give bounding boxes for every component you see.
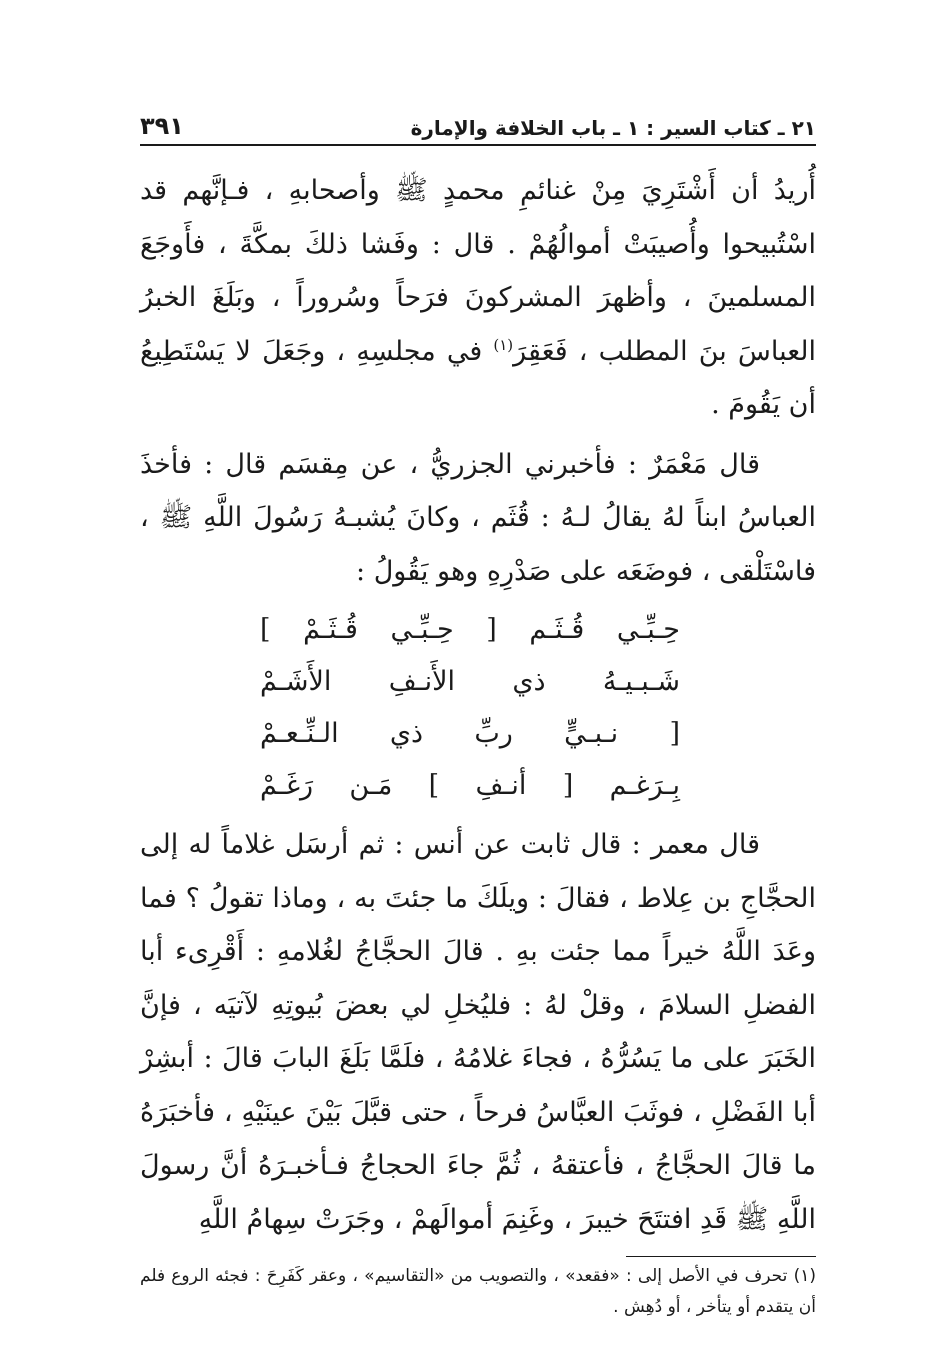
paragraph-1-end: في مجلسِهِ ، وجَعَلَ لا يَسْتَطِيعُ أن يَقُومَ .	[140, 335, 816, 420]
poem-line: شَـبـيـهُ ذي الأَنـفِ الأَشَـمْ	[260, 666, 680, 697]
paragraph-1	[140, 164, 816, 432]
footnote-divider	[626, 1256, 816, 1257]
page-number: ٣٩١	[140, 112, 184, 140]
footnote: (١) تحرف في الأصل إلى : «فقعد» ، والتصويب من «التقاسيم» ، وعقر كَفَرِحَ : فجئه الروع فلم أن يتقدم أو يتأخر ، أو دُهِش .	[140, 1266, 816, 1317]
footnote-reference: (١)	[493, 335, 514, 354]
paragraph-2: قال مَعْمَرٌ : فأخبرني الجزريُّ ، عن مِقسَم قال : فأخذَ العباسُ ابناً لهُ يقالُ لـهُ : قُثَم ، وكانَ يُشبـهُ رَسُولَ اللَّهِ ﷺ ، فاسْتَلْقى ، فوضَعَه على صَدْرِهِ وهو يَقُولُ :	[140, 448, 816, 587]
poem-line: حِـبِّـي قُـثَـم [ حِـبِّـي قُـثَـمْ ]	[260, 614, 680, 645]
page-header	[140, 100, 816, 146]
paragraph-3: قال معمر : قال ثابت عن أنس : ثم أرسَل غلاماً له إلى الحجَّاجِ بن عِلاط ، فقالَ : ويلَكَ ما جئتَ به ، وماذا تقولُ ؟ فما وعَدَ اللَّهُ خيراً مما جئت بهِ . قالَ الحجَّاجُ لغُلامهِ : أَقْرِىء أبا الفضلِ السلامَ ، وقلْ لهُ : فليُخلِ لي بعضَ بُيوتِهِ لآتيَه ، فإنَّ الخَبَرَ على ما يَسُرُّهُ ، فجاءَ غلامُهُ ، فلَمَّا بَلَغَ البابَ قالَ : أبشِرْ أبا الفَضْلِ ، فوثَبَ العبَّاسُ فرحاً ، حتى قبَّلَ بَيْنَ عينَيْهِ ، فأخبَرَهُ ما قالَ الحجَّاجُ ، فأعتقهُ ، ثُمَّ جاءَ الحجاجُ فـأخبـرَهُ أنَّ رسولَ اللَّهِ ﷺ قَدِ افتتَحَ خيبرَ ، وغَنِمَ أموالَهمْ ، وجَرَتْ سِهامُ اللَّهِ	[140, 829, 816, 1235]
poem-line: بِـرَغـم [ أنـفِ ] مَـن رَغَـمْ	[260, 770, 680, 801]
running-title: ٢١ ـ كتاب السير : ١ ـ باب الخلافة والإمارة	[410, 116, 816, 140]
book-page	[140, 100, 816, 1323]
poem-line: [ نـبـيٍّ ربِّ ذي الـنِّـعـمْ	[260, 718, 680, 749]
poem	[260, 604, 816, 812]
paragraph-1-text: أُريدُ أن أَشْتَرِيَ مِنْ غنائمِ محمدٍ ﷺ وأصحابهِ ، فـإنَّهم قد اسْتُبيحوا وأُصيبَتْ أموالُهُمْ . قال : وفَشا ذلكَ بمكَّةَ ، فأَوجَعَ المسلمينَ ، وأظهرَ المشركونَ فرَحاً وسُروراً ، وبَلَغَ الخبرُ العباسَ بنَ المطلب ، فَعَقِرَ	[140, 175, 817, 367]
